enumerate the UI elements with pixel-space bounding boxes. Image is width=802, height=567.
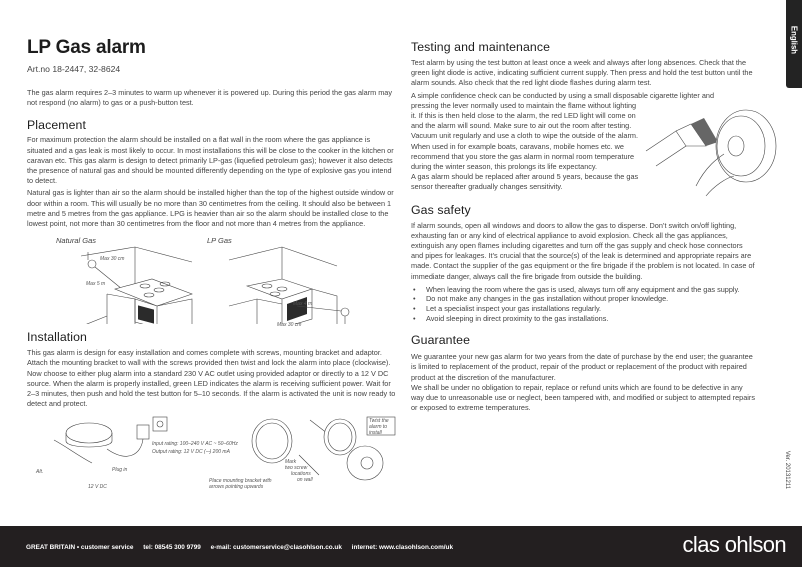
lp-max-distance-note: Max 4 m	[293, 301, 313, 308]
brand-logo: clas ohlson	[682, 532, 786, 557]
placement-diagrams	[27, 232, 397, 329]
footer-bar	[0, 526, 802, 567]
list-item: • Do not make any changes in the gas installation without proper knowledge.	[411, 294, 756, 304]
output-rating-label: Output rating: 12 V DC (⎓) 200 mA	[152, 449, 230, 456]
installation-text: This gas alarm is design for easy installation and comes complete with screws, mounting bracket and adaptor. Attach the mounting bracket to wall with the screws provided then twist and lock the alarm into place (clockwise). Now choose to either plug alarm into a standard 230 V AC outlet using provided adaptor or directly to a 12 V DC source. When the alarm is properly installed, green LED indicates the alarm is receiving sufficient power. Wait for 2–3 minutes, then push and hold the test button for 5–10 seconds. If the alarm is activated the unit is now ready to detect and protect.	[27, 348, 396, 409]
natural-max-ceiling-note: Max 30 cm	[100, 256, 125, 263]
list-item: • When leaving the room where the gas is used, always turn off any equipment and the gas supply.	[411, 285, 756, 295]
bracket-label-line1: Place mounting bracket with	[209, 478, 272, 485]
guarantee-para-2: We shall be under no obligation to repair, replace or refund units which are found to be defective in any way due to unreasonable use or neglect, been tampered with, and modified or subject to attempted repairs or exposed to extreme temperatures.	[411, 382, 755, 413]
mark-label-line3: locations	[291, 471, 311, 478]
article-number: Art.no 18-2447, 32-8624	[27, 64, 121, 74]
intro-text: The gas alarm requires 2–3 minutes to warm up whenever it is powered up. During this period the gas alarm may not respond (no alarm) to gas or a push-button test.	[27, 88, 393, 108]
lp-gas-kitchen-illustration	[227, 244, 357, 324]
page-title: LP Gas alarm	[27, 37, 146, 58]
mark-label-line2: two screw	[285, 465, 308, 472]
right-column	[411, 40, 756, 413]
mark-label-line1: Mark	[285, 459, 297, 466]
installation-figures	[27, 413, 397, 491]
installation-heading: Installation	[27, 330, 87, 345]
footer-contact-info	[26, 544, 453, 551]
left-column	[27, 37, 397, 491]
gas-safety-list	[411, 285, 756, 323]
dc-label: 12 V DC	[88, 484, 107, 491]
bracket-label-line2: arrows pointing upwards	[209, 484, 264, 491]
gas-safety-section	[411, 203, 756, 324]
footer-region: GREAT BRITAIN • customer service	[26, 544, 134, 551]
guarantee-para-1: We guarantee your new gas alarm for two years from the date of purchase by the end user; the guarantee is limited to replacement of the product, repair of the product or replacement of the product with repaired product at the discretion of the manufacturer.	[411, 352, 753, 382]
testing-heading: Testing and maintenance	[411, 40, 551, 54]
guarantee-section	[411, 333, 756, 413]
plug-in-label: Plug in	[112, 467, 128, 474]
mark-label-line4: on wall	[297, 477, 313, 484]
lp-max-floor-note: Max 30 cm	[277, 322, 302, 329]
natural-gas-label: Natural Gas	[56, 236, 97, 246]
gas-safety-heading: Gas safety	[411, 202, 471, 217]
alt-label: Alt.	[36, 469, 44, 476]
input-rating-label: Input rating: 100–240 V AC ~ 50–60Hz	[152, 441, 238, 448]
language-tab-label: English	[789, 25, 799, 55]
testing-para-2-wide: A simple confidence check can be conducted by using a small disposable cigarette lighter and	[411, 90, 715, 100]
footer-internet: internet: www.clasohlson.com/uk	[351, 544, 453, 551]
testing-para-2-narrow: pressing the lever normally used to maintain the flame without lighting it. If this is then held close to the alarm, the red LED light will come on and the alarm will sound. Make sure to air out the room after testing. Vacuum unit regularly and use a cloth to wipe the outside of the alarm. When used in for example boats, caravans, mobile homes etc. we recommend that you store the gas alarm in normal room temperature during the winter season, this prolongs its life expectancy.	[411, 100, 639, 172]
list-item: • Let a specialist inspect your gas installations regularly.	[411, 304, 756, 314]
testing-para-3: A gas alarm should be replaced after around 5 years, because the gas sensor thereafter gradually changes sensitivity.	[411, 172, 639, 192]
installation-section	[27, 330, 397, 491]
list-item: • Avoid sleeping in direct proximity to the gas installations.	[411, 314, 756, 324]
testing-section	[411, 40, 756, 193]
twist-label-line3: install	[369, 430, 382, 437]
lp-gas-label: LP Gas	[207, 236, 232, 246]
version-label: Ver. 20131211	[784, 450, 790, 490]
gas-safety-text: If alarm sounds, open all windows and doors to allow the gas to disperse. Don’t switch on/off lighting, exhausting fan or any kind of electrical appliance to avoid explosion. Check all the gas appliances, extinguish any open flames including cigarettes and turn off the gas supply and check hose connectors and pipes for leakages. It’s crucial that the source(s) of the leak is determined and appropriate repairs are made. Contact the supplier of the gas equipment or the fire brigade if the problem is not located. In case of immediate danger, always call the fire brigade from outside the building.	[411, 220, 755, 281]
placement-heading: Placement	[27, 118, 86, 133]
twist-label-line1: Twist the	[369, 418, 389, 425]
footer-email: e-mail: customerservice@clasohlson.co.uk	[210, 544, 342, 551]
testing-para-1: Test alarm by using the test button at least once a week and always after long absences. Check that the green light diode is active, indicating sufficient current supply. Then press and hold the test button until the alarm sounds. Also check that the red light diode flashes during alarm test.	[411, 58, 753, 88]
natural-max-distance-note: Max 5 m	[86, 281, 106, 288]
guarantee-heading: Guarantee	[411, 333, 471, 348]
footer-tel: tel: 08545 300 9799	[143, 544, 201, 551]
lighter-test-illustration	[636, 96, 786, 216]
placement-section	[27, 118, 397, 329]
placement-para-2: Natural gas is lighter than air so the alarm should be installed higher than the top of the highest outside window or door within a room. This will usually be no more than 30 centimetres from the ceiling. It should also be between 1 metre and 5 metres from the gas appliance. LPG is heavier than air so the alarm should be installed close to the lowest point, not more than 30 centimetres from the floor and not more than 4 metres from the appliance.	[27, 188, 394, 229]
placement-para-1: For maximum protection the alarm should be installed on a flat wall in the room where the gas appliance is situated and a gas leak is most likely to occur. In most installations this will be close to the cooker in the kitchen or caravan etc. This gas alarm is design to detect primarily LP-gas (liquefied petroleum gas); however it also detects the presence of natural gas and should be mounted differently depending on the type of explosive gas you intend to detect.	[27, 135, 394, 186]
language-tab	[786, 0, 802, 88]
twist-label-line2: alarm to	[369, 424, 388, 431]
